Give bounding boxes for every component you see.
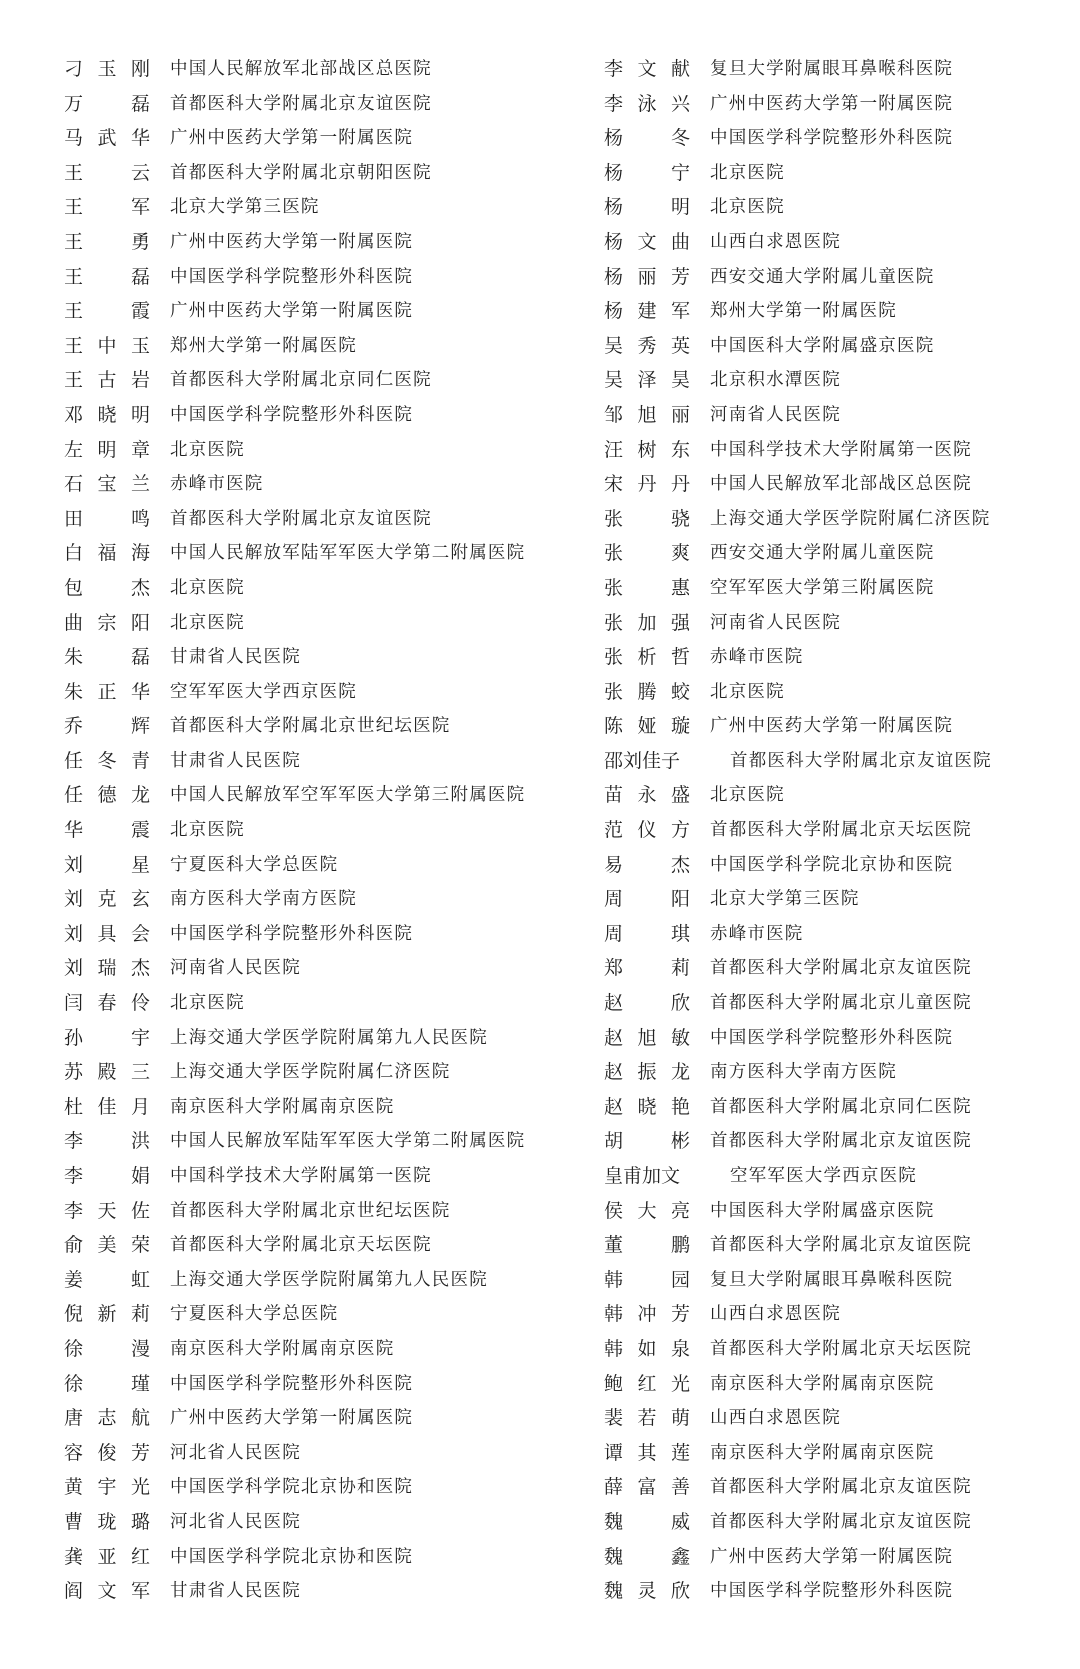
- institution-name: 广州中医药大学第一附属医院: [170, 1408, 414, 1429]
- person-name: 姜 虹: [64, 1268, 150, 1291]
- institution-name: 首都医科大学附属北京友谊医院: [710, 958, 972, 979]
- institution-name: 中国医学科学院整形外科医院: [710, 1581, 954, 1602]
- person-name: 田 鸣: [64, 507, 150, 530]
- institution-name: 上海交通大学医学院附属第九人民医院: [170, 1027, 488, 1048]
- list-item: [604, 1540, 1080, 1575]
- list-item: [64, 1505, 564, 1540]
- list-item: [604, 467, 1080, 502]
- person-name: 刘具会: [64, 922, 150, 945]
- institution-name: 复旦大学附属眼耳鼻喉科医院: [710, 59, 954, 79]
- list-item: [64, 882, 564, 917]
- list-item: [64, 951, 564, 986]
- person-name: 朱 磊: [64, 646, 150, 669]
- list-item: [64, 225, 564, 260]
- list-item: [64, 675, 564, 710]
- institution-name: 北京医院: [170, 439, 245, 460]
- person-name: 魏灵欣: [604, 1580, 690, 1603]
- institution-name: 首都医科大学附属北京朝阳医院: [170, 162, 432, 183]
- institution-name: 首都医科大学附属北京天坛医院: [170, 1235, 432, 1256]
- institution-name: 山西白求恩医院: [710, 1304, 841, 1325]
- institution-name: 宁夏医科大学总医院: [170, 854, 339, 875]
- person-name: 杨 明: [604, 196, 690, 219]
- list-item: [604, 986, 1080, 1021]
- list-item: [604, 744, 1080, 779]
- list-item: [604, 329, 1080, 364]
- person-name: 张 骁: [604, 507, 690, 530]
- institution-name: 首都医科大学附属北京友谊医院: [730, 750, 992, 771]
- institution-name: 中国医学科学院整形外科医院: [170, 923, 414, 944]
- institution-name: 河北省人民医院: [170, 1442, 301, 1463]
- person-name: 王中玉: [64, 334, 150, 357]
- person-name: 谭其莲: [604, 1441, 690, 1464]
- institution-name: 河南省人民医院: [710, 404, 841, 425]
- institution-name: 甘肃省人民医院: [170, 750, 301, 771]
- institution-name: 南方医科大学南方医院: [170, 889, 357, 910]
- list-item: [604, 1055, 1080, 1090]
- institution-name: 首都医科大学附属北京友谊医院: [170, 508, 432, 529]
- person-name: 刁玉刚: [64, 58, 150, 80]
- list-item: [604, 190, 1080, 225]
- list-item: [64, 467, 564, 502]
- person-name: 闫春伶: [64, 992, 150, 1015]
- list-item: [604, 1159, 1080, 1194]
- institution-name: 赤峰市医院: [170, 474, 264, 495]
- list-item: [64, 1367, 564, 1402]
- list-item: [604, 1332, 1080, 1367]
- list-item: [64, 606, 564, 641]
- list-item: [604, 398, 1080, 433]
- list-item: [604, 1574, 1080, 1609]
- list-item: [604, 571, 1080, 606]
- list-item: [64, 1332, 564, 1367]
- list-item: [604, 709, 1080, 744]
- institution-name: 中国医学科学院整形外科医院: [710, 128, 954, 149]
- list-item: [604, 882, 1080, 917]
- list-item: [64, 1124, 564, 1159]
- list-item: [64, 1021, 564, 1056]
- person-name: 张 爽: [604, 542, 690, 565]
- person-name: 王 霞: [64, 300, 150, 323]
- person-name: 薛富善: [604, 1476, 690, 1499]
- institution-name: 宁夏医科大学总医院: [170, 1304, 339, 1325]
- person-name: 苏殿三: [64, 1061, 150, 1084]
- person-name: 徐 漫: [64, 1337, 150, 1360]
- person-name: 杨丽芳: [604, 265, 690, 288]
- person-name: 邓晓明: [64, 403, 150, 426]
- person-name: 周 阳: [604, 888, 690, 911]
- person-name: 唐志航: [64, 1407, 150, 1430]
- list-item: [64, 571, 564, 606]
- person-name: 马武华: [64, 127, 150, 150]
- list-item: [604, 87, 1080, 122]
- institution-name: 中国人民解放军北部战区总医院: [170, 59, 432, 79]
- list-item: [64, 1470, 564, 1505]
- list-item: [64, 813, 564, 848]
- institution-name: 南方医科大学南方医院: [710, 1062, 897, 1083]
- list-item: [604, 1228, 1080, 1263]
- institution-name: 北京医院: [170, 612, 245, 633]
- list-item: [604, 1367, 1080, 1402]
- list-item: [604, 502, 1080, 537]
- person-name: 吴秀英: [604, 334, 690, 357]
- person-name: 魏 鑫: [604, 1545, 690, 1568]
- list-item: [64, 640, 564, 675]
- person-name: 王 勇: [64, 230, 150, 253]
- institution-name: 河南省人民医院: [710, 612, 841, 633]
- institution-name: 北京医院: [170, 820, 245, 841]
- institution-name: 首都医科大学附属北京同仁医院: [710, 1096, 972, 1117]
- institution-name: 郑州大学第一附属医院: [710, 301, 897, 322]
- list-item: [604, 1436, 1080, 1471]
- institution-name: 中国人民解放军陆军军医大学第二附属医院: [170, 1131, 526, 1152]
- list-item: [64, 87, 564, 122]
- person-name: 汪树东: [604, 438, 690, 461]
- person-name: 胡 彬: [604, 1130, 690, 1153]
- person-name: 阎文军: [64, 1580, 150, 1603]
- institution-name: 甘肃省人民医院: [170, 647, 301, 668]
- person-name: 李天佐: [64, 1199, 150, 1222]
- list-item: [64, 1194, 564, 1229]
- institution-name: 北京医院: [710, 785, 785, 806]
- institution-name: 山西白求恩医院: [710, 231, 841, 252]
- institution-name: 中国人民解放军陆军军医大学第二附属医院: [170, 543, 526, 564]
- list-item: [604, 813, 1080, 848]
- person-name: 乔 辉: [64, 715, 150, 738]
- list-item: [64, 709, 564, 744]
- person-name: 皇甫加文: [604, 1165, 681, 1187]
- person-name: 容俊芳: [64, 1441, 150, 1464]
- institution-name: 甘肃省人民医院: [170, 1581, 301, 1602]
- institution-name: 郑州大学第一附属医院: [170, 335, 357, 356]
- institution-name: 复旦大学附属眼耳鼻喉科医院: [710, 1269, 954, 1290]
- person-name: 范仪方: [604, 819, 690, 842]
- person-name: 刘瑞杰: [64, 957, 150, 980]
- person-name: 邵刘佳子: [604, 749, 681, 772]
- institution-name: 上海交通大学医学院附属仁济医院: [170, 1062, 451, 1083]
- institution-name: 首都医科大学附属北京同仁医院: [170, 370, 432, 391]
- list-item: [64, 848, 564, 883]
- person-name: 魏 威: [604, 1510, 690, 1533]
- list-item: [64, 363, 564, 398]
- person-name: 赵振龙: [604, 1061, 690, 1084]
- person-name: 俞美荣: [64, 1234, 150, 1257]
- institution-name: 北京医院: [710, 197, 785, 218]
- list-item: [604, 848, 1080, 883]
- institution-name: 中国医科大学附属盛京医院: [710, 1200, 935, 1221]
- list-item: [604, 260, 1080, 295]
- institution-name: 北京医院: [170, 577, 245, 598]
- list-item: [604, 1263, 1080, 1298]
- institution-name: 广州中医药大学第一附属医院: [170, 128, 414, 149]
- person-name: 黄宇光: [64, 1476, 150, 1499]
- institution-name: 首都医科大学附属北京世纪坛医院: [170, 716, 451, 737]
- list-item: [604, 951, 1080, 986]
- person-name: 易 杰: [604, 853, 690, 876]
- institution-name: 首都医科大学附属北京天坛医院: [710, 1338, 972, 1359]
- institution-name: 首都医科大学附属北京友谊医院: [710, 1131, 972, 1152]
- institution-name: 空军军医大学西京医院: [730, 1166, 917, 1186]
- person-name: 左明章: [64, 438, 150, 461]
- list-item: [64, 1263, 564, 1298]
- person-name: 张加强: [604, 611, 690, 634]
- person-name: 韩 园: [604, 1268, 690, 1291]
- list-item: [64, 1540, 564, 1575]
- institution-name: 空军军医大学第三附属医院: [710, 577, 935, 598]
- institution-name: 中国医学科学院整形外科医院: [170, 1373, 414, 1394]
- list-item: [64, 1090, 564, 1125]
- institution-name: 南京医科大学附属南京医院: [170, 1338, 395, 1359]
- institution-name: 首都医科大学附属北京儿童医院: [710, 993, 972, 1014]
- institution-name: 河南省人民医院: [170, 958, 301, 979]
- institution-name: 首都医科大学附属北京友谊医院: [710, 1235, 972, 1256]
- list-item: [604, 1470, 1080, 1505]
- person-name: 杨建军: [604, 300, 690, 323]
- institution-name: 西安交通大学附属儿童医院: [710, 266, 935, 287]
- institution-name: 河北省人民医院: [170, 1511, 301, 1532]
- person-name: 杨 冬: [604, 127, 690, 150]
- list-item: [64, 294, 564, 329]
- institution-name: 南京医科大学附属南京医院: [710, 1442, 935, 1463]
- list-item: [64, 329, 564, 364]
- institution-name: 中国医学科学院北京协和医院: [170, 1477, 414, 1498]
- list-item: [64, 260, 564, 295]
- person-name: 倪新莉: [64, 1303, 150, 1326]
- list-item: [64, 1436, 564, 1471]
- list-item: [604, 1021, 1080, 1056]
- list-item: [64, 1159, 564, 1194]
- institution-name: 首都医科大学附属北京天坛医院: [710, 820, 972, 841]
- institution-name: 北京大学第三医院: [710, 889, 860, 910]
- institution-name: 空军军医大学西京医院: [170, 681, 357, 702]
- list-item: [64, 1401, 564, 1436]
- person-name: 张腾蛟: [604, 680, 690, 703]
- person-name: 石宝兰: [64, 473, 150, 496]
- person-name: 郑 莉: [604, 957, 690, 980]
- list-item: [604, 156, 1080, 191]
- person-name: 韩冲芳: [604, 1303, 690, 1326]
- list-item: [64, 190, 564, 225]
- list-item: [604, 675, 1080, 710]
- institution-name: 首都医科大学附属北京友谊医院: [170, 93, 432, 114]
- institution-name: 上海交通大学医学院附属仁济医院: [710, 508, 991, 529]
- institution-name: 山西白求恩医院: [710, 1408, 841, 1429]
- person-name: 杨 宁: [604, 161, 690, 184]
- list-item: [64, 433, 564, 468]
- institution-name: 北京医院: [710, 681, 785, 702]
- list-item: [64, 156, 564, 191]
- person-name: 华 震: [64, 819, 150, 842]
- person-name: 曲宗阳: [64, 611, 150, 634]
- list-item: [604, 363, 1080, 398]
- institution-name: 首都医科大学附属北京世纪坛医院: [170, 1200, 451, 1221]
- list-item: [604, 294, 1080, 329]
- institution-name: 上海交通大学医学院附属第九人民医院: [170, 1269, 488, 1290]
- person-name: 杜佳月: [64, 1095, 150, 1118]
- institution-name: 西安交通大学附属儿童医院: [710, 543, 935, 564]
- list-item: [604, 1124, 1080, 1159]
- person-name: 邹旭丽: [604, 403, 690, 426]
- list-item: [64, 1228, 564, 1263]
- person-name: 吴泽昊: [604, 369, 690, 392]
- person-name: 赵 欣: [604, 992, 690, 1015]
- person-name: 韩如泉: [604, 1337, 690, 1360]
- institution-name: 中国科学技术大学附属第一医院: [710, 439, 972, 460]
- institution-name: 中国医学科学院整形外科医院: [170, 266, 414, 287]
- list-item: [64, 917, 564, 952]
- person-name: 苗永盛: [604, 784, 690, 807]
- institution-name: 中国医学科学院北京协和医院: [710, 854, 954, 875]
- list-item: [64, 1297, 564, 1332]
- list-item: [64, 986, 564, 1021]
- person-name: 李 洪: [64, 1130, 150, 1153]
- list-item: [64, 52, 564, 87]
- person-name: 杨文曲: [604, 230, 690, 253]
- person-name: 裴若萌: [604, 1407, 690, 1430]
- institution-name: 广州中医药大学第一附属医院: [710, 93, 954, 114]
- list-item: [604, 1090, 1080, 1125]
- person-name: 万 磊: [64, 92, 150, 115]
- person-name: 曹珑璐: [64, 1510, 150, 1533]
- list-item: [64, 1574, 564, 1609]
- institution-name: 赤峰市医院: [710, 923, 804, 944]
- person-name: 白福海: [64, 542, 150, 565]
- institution-name: 赤峰市医院: [710, 647, 804, 668]
- person-name: 王 磊: [64, 265, 150, 288]
- list-item: [604, 225, 1080, 260]
- person-name: 王 军: [64, 196, 150, 219]
- person-name: 王 云: [64, 161, 150, 184]
- person-name: 侯大亮: [604, 1199, 690, 1222]
- institution-name: 广州中医药大学第一附属医院: [170, 231, 414, 252]
- list-item: [64, 398, 564, 433]
- institution-name: 中国医学科学院整形外科医院: [170, 404, 414, 425]
- person-name: 陈娅璇: [604, 715, 690, 738]
- person-name: 朱正华: [64, 680, 150, 703]
- person-name: 刘 星: [64, 853, 150, 876]
- institution-name: 中国科学技术大学附属第一医院: [170, 1166, 432, 1186]
- institution-name: 南京医科大学附属南京医院: [710, 1373, 935, 1394]
- list-item: [604, 1297, 1080, 1332]
- list-item: [64, 536, 564, 571]
- list-item: [604, 606, 1080, 641]
- list-item: [604, 536, 1080, 571]
- institution-name: 广州中医药大学第一附属医院: [710, 1546, 954, 1567]
- person-name: 任冬青: [64, 749, 150, 772]
- list-item: [604, 1194, 1080, 1229]
- list-item: [604, 640, 1080, 675]
- institution-name: 北京大学第三医院: [170, 197, 320, 218]
- institution-name: 中国人民解放军北部战区总医院: [710, 474, 972, 495]
- right-column: [604, 52, 1080, 1609]
- list-item: [64, 121, 564, 156]
- person-name: 张析哲: [604, 646, 690, 669]
- list-item: [64, 502, 564, 537]
- institution-name: 中国医科大学附属盛京医院: [710, 335, 935, 356]
- left-column: [64, 52, 564, 1609]
- institution-name: 中国医学科学院北京协和医院: [170, 1546, 414, 1567]
- list-item: [604, 917, 1080, 952]
- person-name: 赵旭敏: [604, 1026, 690, 1049]
- list-item: [604, 121, 1080, 156]
- institution-name: 首都医科大学附属北京友谊医院: [710, 1477, 972, 1498]
- person-name: 徐 瑾: [64, 1372, 150, 1395]
- person-name: 赵晓艳: [604, 1095, 690, 1118]
- person-name: 李 娟: [64, 1165, 150, 1187]
- institution-name: 北京医院: [710, 162, 785, 183]
- list-item: [604, 433, 1080, 468]
- list-item: [64, 1055, 564, 1090]
- person-name: 董 鹏: [604, 1234, 690, 1257]
- list-item: [604, 778, 1080, 813]
- person-name: 周 琪: [604, 922, 690, 945]
- list-item: [64, 744, 564, 779]
- institution-name: 北京积水潭医院: [710, 370, 841, 391]
- person-name: 任德龙: [64, 784, 150, 807]
- institution-name: 中国医学科学院整形外科医院: [710, 1027, 954, 1048]
- list-item: [604, 1401, 1080, 1436]
- institution-name: 北京医院: [170, 993, 245, 1014]
- institution-name: 首都医科大学附属北京友谊医院: [710, 1511, 972, 1532]
- institution-name: 南京医科大学附属南京医院: [170, 1096, 395, 1117]
- person-name: 包 杰: [64, 576, 150, 599]
- person-name: 王古岩: [64, 369, 150, 392]
- person-name: 鲍红光: [604, 1372, 690, 1395]
- person-name: 李文献: [604, 58, 690, 80]
- person-name: 孙 宇: [64, 1026, 150, 1049]
- list-item: [604, 52, 1080, 87]
- institution-name: 中国人民解放军空军军医大学第三附属医院: [170, 785, 526, 806]
- list-item: [604, 1505, 1080, 1540]
- institution-name: 广州中医药大学第一附属医院: [710, 716, 954, 737]
- person-name: 龚亚红: [64, 1545, 150, 1568]
- person-name: 刘克玄: [64, 888, 150, 911]
- person-name: 张 惠: [604, 576, 690, 599]
- list-item: [64, 778, 564, 813]
- institution-name: 广州中医药大学第一附属医院: [170, 301, 414, 322]
- person-name: 宋丹丹: [604, 473, 690, 496]
- person-name: 李泳兴: [604, 92, 690, 115]
